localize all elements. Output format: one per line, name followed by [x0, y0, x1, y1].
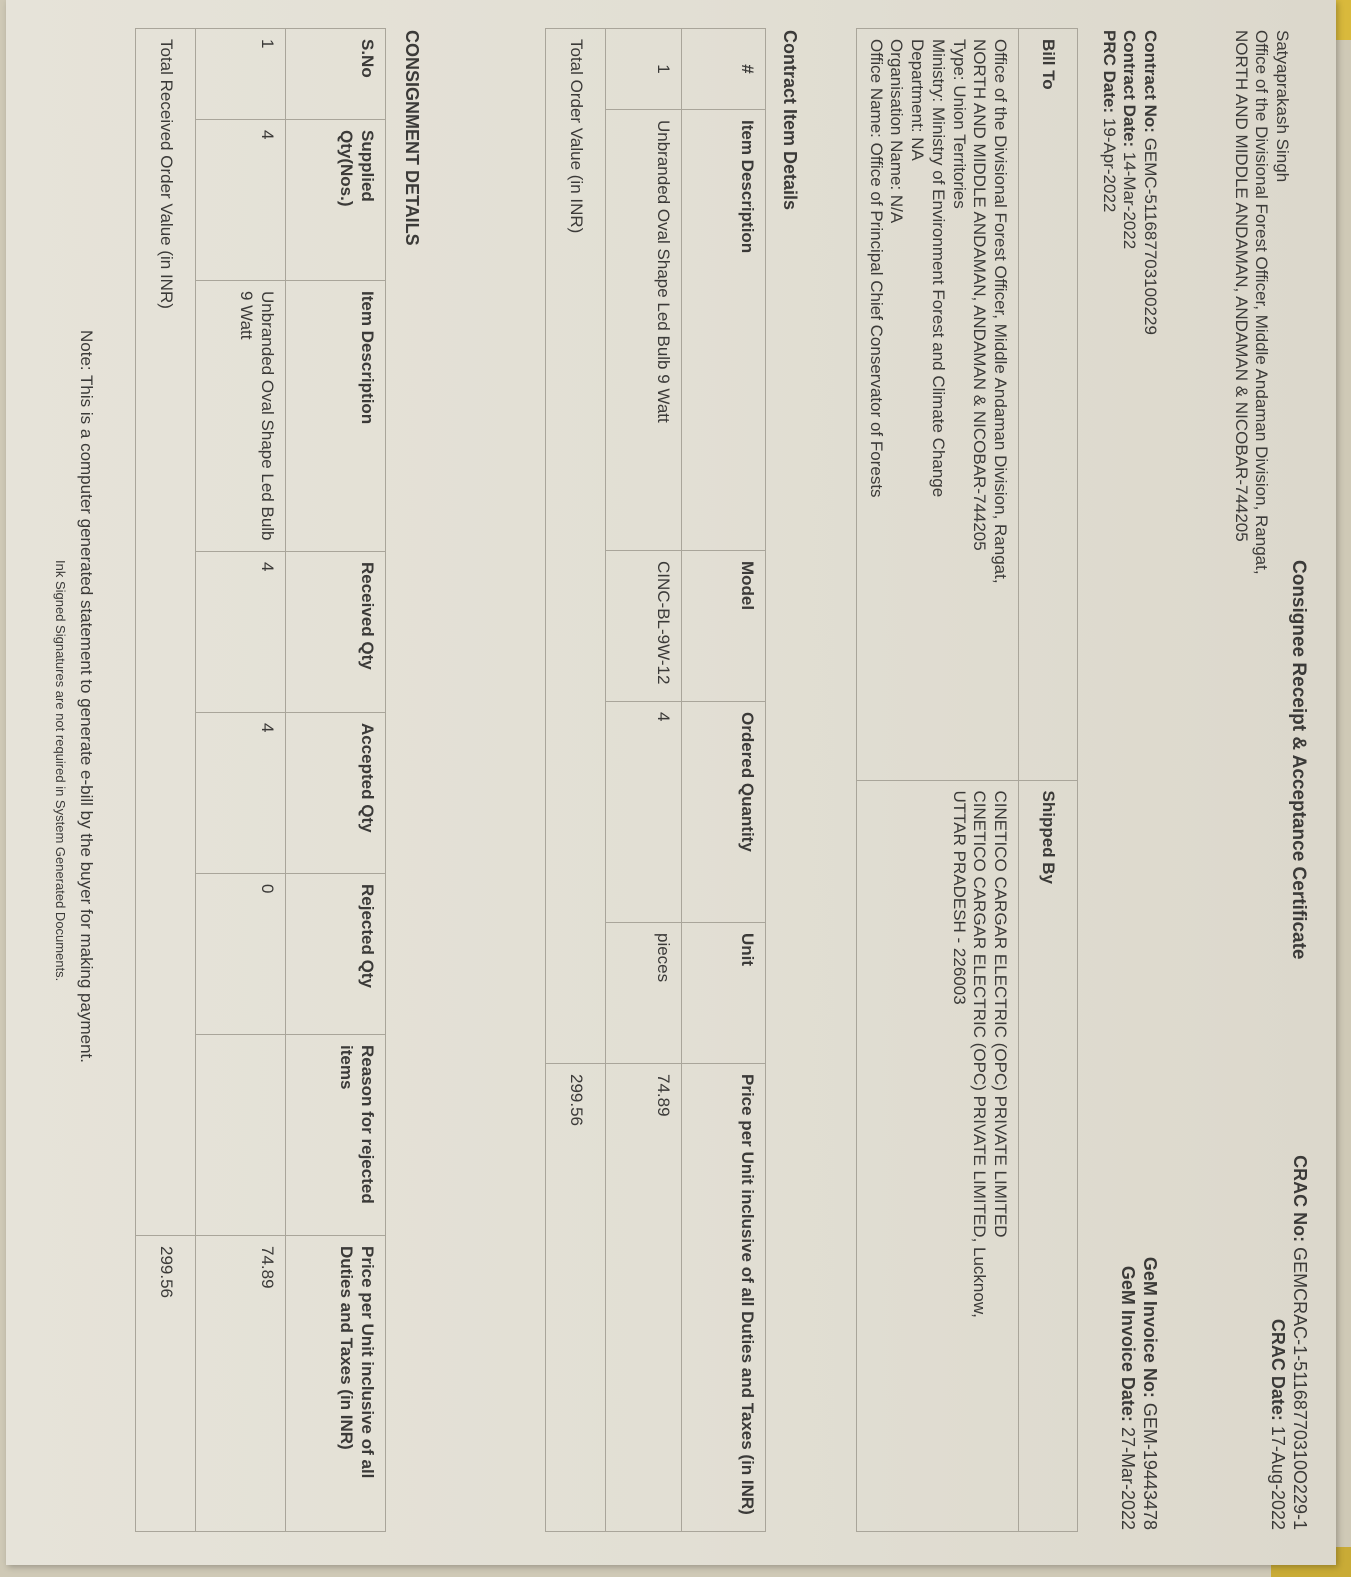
- shipped-by-cell: [856, 780, 1018, 1532]
- col-header: Received Qty: [286, 552, 386, 713]
- certificate-page: [16, 0, 1336, 1560]
- total-label: Total Order Value (in INR): [546, 29, 606, 1064]
- consignee-office: Office of the Divisional Forest Officer, Middle Andaman Division, Rangat,: [1252, 30, 1272, 575]
- contract-date-label: Contract Date:: [1120, 30, 1140, 148]
- bill-to-line: Type: Union Territories: [949, 39, 969, 209]
- table-row: [196, 29, 286, 1532]
- bill-to-line: Organisation Name: N/A: [887, 39, 907, 224]
- footer-note-signatures: Ink Signed Signatures are not required in System Generated Documents.: [53, 560, 68, 982]
- contract-no-label: Contract No:: [1141, 30, 1160, 133]
- prc-date: 19-Apr-2022: [1099, 117, 1119, 213]
- col-header: Price per Unit inclusive of all Duties and Taxes (in INR): [286, 1236, 386, 1532]
- crac-no-label: CRAC No:: [1290, 1155, 1310, 1243]
- cell: CINC-BL-9W-12: [606, 551, 682, 702]
- shipped-by-header: Shipped By: [1019, 780, 1078, 1532]
- cell: Unbranded Oval Shape Led Bulb 9 Watt: [606, 110, 682, 551]
- consignee-address: [1230, 30, 1292, 575]
- col-header: Item Description: [682, 110, 766, 551]
- crac-info: [1266, 1155, 1310, 1530]
- bill-to-line: Department: NA: [908, 39, 928, 161]
- crac-date: 17-Aug-2022: [1268, 1425, 1289, 1530]
- contract-info: [1098, 30, 1160, 335]
- col-header: #: [682, 29, 766, 110]
- crac-no: GEMCRAC-1-51168770310O229-1: [1290, 1247, 1310, 1530]
- cell: 4: [196, 552, 286, 713]
- cell: [196, 1035, 286, 1236]
- contract-items-title: Contract Item Details: [780, 30, 800, 211]
- shipped-by-line: CINETICO CARGAR ELECTRIC (OPC) PRIVATE LIMITED, Lucknow,: [970, 790, 990, 1318]
- col-header: Reason for rejected items: [286, 1035, 386, 1236]
- bill-to-line: Ministry: Ministry of Environment Forest and Climate Change: [928, 39, 948, 498]
- cell: 4: [196, 120, 286, 281]
- contract-no: GEMC-511687703100229: [1141, 137, 1160, 335]
- consignee-name: Satyaprakash Singh: [1273, 30, 1292, 183]
- footer-note: Note: This is a computer generated statement to generate e-bill by the buyer for making payment.: [77, 330, 96, 1063]
- col-header: Supplied Qty(Nos.): [286, 120, 386, 281]
- col-header: Model: [682, 551, 766, 702]
- total-value: 299.56: [546, 1064, 606, 1532]
- shipped-by-line: UTTAR PRADESH - 226003: [949, 790, 969, 1005]
- contract-date: 14-Mar-2022: [1120, 151, 1140, 250]
- bill-to-header: Bill To: [1019, 29, 1078, 781]
- invoice-no-label: GeM Invoice No:: [1140, 1256, 1160, 1398]
- invoice-date: 27-Mar-2022: [1118, 1426, 1139, 1530]
- table-row: [606, 29, 682, 1532]
- bill-to-line: Office Name: Office of Principal Chief Conservator of Forests: [866, 39, 886, 498]
- consignment-table: [135, 28, 386, 1532]
- cell: 4: [606, 702, 682, 923]
- col-header: Accepted Qty: [286, 713, 386, 874]
- col-header: Rejected Qty: [286, 874, 386, 1035]
- consignment-title: CONSIGNMENT DETAILS: [402, 30, 422, 246]
- cell: 74.89: [606, 1064, 682, 1532]
- total-value: 299.56: [136, 1236, 196, 1532]
- cell: 4: [196, 713, 286, 874]
- cell: 1: [606, 29, 682, 110]
- col-header: Unit: [682, 923, 766, 1064]
- prc-date-label: PRC Date:: [1099, 30, 1119, 114]
- col-header: Ordered Quantity: [682, 702, 766, 923]
- bill-to-line: NORTH AND MIDDLE ANDAMAN, ANDAMAN & NICOBAR-744205: [970, 39, 990, 551]
- shipped-by-line: CINETICO CARGAR ELECTRIC (OPC) PRIVATE LIMITED: [991, 790, 1010, 1238]
- crac-date-label: CRAC Date:: [1268, 1318, 1289, 1421]
- consignee-region: NORTH AND MIDDLE ANDAMAN, ANDAMAN & NICOBAR-744205: [1231, 30, 1251, 542]
- document-title: Consignee Receipt & Acceptance Certificate: [1288, 560, 1309, 960]
- col-header: S.No: [286, 29, 386, 120]
- contract-items-table: [545, 28, 766, 1532]
- cell: 0: [196, 874, 286, 1035]
- cell: 74.89: [196, 1236, 286, 1532]
- total-label: Total Received Order Value (in INR): [136, 29, 196, 1236]
- cell: 1: [196, 29, 286, 120]
- invoice-no: GEM-19443478: [1140, 1402, 1160, 1530]
- invoice-date-label: GeM Invoice Date:: [1118, 1265, 1139, 1422]
- cell: Unbranded Oval Shape Led Bulb 9 Watt: [196, 281, 286, 552]
- col-header: Item Description: [286, 281, 386, 552]
- bill-to-line: Office of the Divisional Forest Officer, Middle Andaman Division, Rangat,: [991, 39, 1010, 584]
- bill-to-cell: [856, 29, 1018, 781]
- total-row: [546, 29, 606, 1532]
- col-header: Price per Unit inclusive of all Duties and Taxes (in INR): [682, 1064, 766, 1532]
- document-paper: [6, 0, 1336, 1565]
- invoice-info: [1116, 1257, 1160, 1530]
- cell: pieces: [606, 923, 682, 1064]
- parties-table: [856, 28, 1078, 1532]
- total-row: [136, 29, 196, 1532]
